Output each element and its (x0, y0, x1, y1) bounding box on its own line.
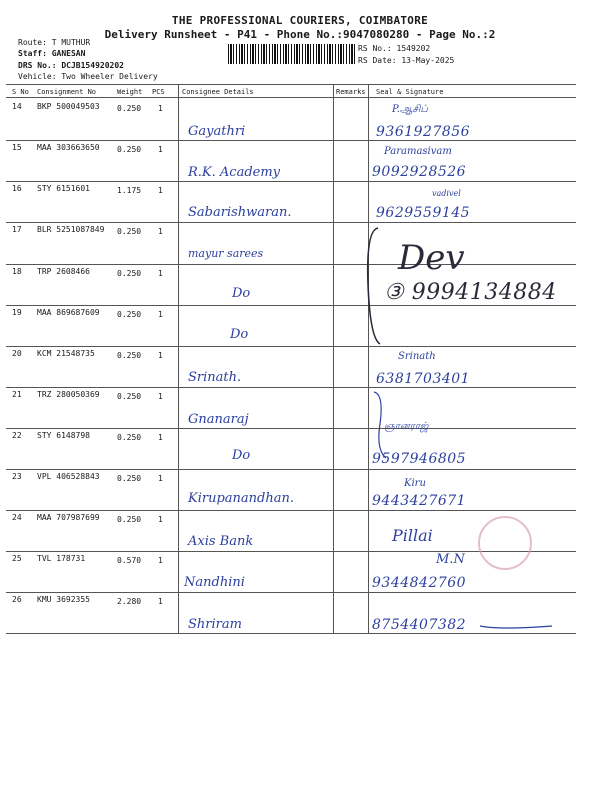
row-pcs: 1 (158, 597, 163, 606)
row-weight: 0.250 (117, 351, 142, 360)
row-pcs: 1 (158, 145, 163, 154)
row-signature: vadivel (432, 189, 461, 198)
row-consignment: TRP 2608466 (37, 267, 90, 276)
signature-stroke (480, 626, 552, 628)
bracket-mark (374, 392, 386, 458)
row-consignee: Nandhini (184, 575, 245, 590)
row-phone: 9597946805 (372, 451, 467, 467)
row-phone: 6381703401 (376, 371, 471, 387)
row-sno: 15 (12, 143, 22, 152)
row-consignment: KMU 3692355 (37, 595, 90, 604)
row-weight: 2.280 (117, 597, 142, 606)
rs-number: RS No.: 1549202 (358, 44, 431, 53)
row-phone: 9443427671 (372, 493, 467, 509)
col-header-signature: Seal & Signature (376, 88, 444, 96)
row-weight: 0.250 (117, 104, 142, 113)
vehicle-label: Vehicle: Two Wheeler Delivery (18, 72, 158, 81)
row-signature: P.ஆசிப் (392, 104, 428, 115)
row-consignee: Sabarishwaran. (188, 205, 292, 220)
row-consignment: MAA 707987699 (37, 513, 100, 522)
row-phone: ③ 9994134884 (384, 280, 557, 305)
row-sno: 20 (12, 349, 22, 358)
row-pcs: 1 (158, 433, 163, 442)
row-signature: Dev (398, 238, 465, 278)
row-signature: Paramasivam (384, 146, 452, 157)
row-weight: 0.250 (117, 269, 142, 278)
rs-date: RS Date: 13-May-2025 (358, 56, 455, 65)
row-consignee: R.K. Academy (188, 165, 281, 180)
row-pcs: 1 (158, 474, 163, 483)
row-consignment: MAA 869687609 (37, 308, 100, 317)
row-sno: 18 (12, 267, 22, 276)
row-consignee: Gnanaraj (188, 412, 249, 427)
row-pcs: 1 (158, 392, 163, 401)
row-consignment: BLR 5251087849 (37, 225, 105, 234)
row-weight: 1.175 (117, 186, 142, 195)
drs-number: DRS No.: DCJB154920202 (18, 61, 124, 70)
col-header-consignment: Consignment No (37, 88, 97, 96)
row-consignee: Do (232, 286, 251, 301)
row-sno: 24 (12, 513, 22, 522)
row-pcs: 1 (158, 351, 163, 360)
row-phone: 9629559145 (376, 205, 471, 221)
row-weight: 0.250 (117, 227, 142, 236)
row-sno: 22 (12, 431, 22, 440)
row-sno: 25 (12, 554, 22, 563)
row-consignment: STY 6148798 (37, 431, 90, 440)
bracket-mark (368, 228, 380, 344)
row-consignee: Kirupanandhan. (188, 491, 294, 506)
col-header-sno: S No (12, 88, 29, 96)
row-consignment: VPL 406528843 (37, 472, 100, 481)
row-consignee: Do (232, 448, 251, 463)
row-consignee: Srinath. (188, 370, 242, 385)
row-consignment: MAA 303663650 (37, 143, 100, 152)
row-pcs: 1 (158, 269, 163, 278)
row-consignment: KCM 21548735 (37, 349, 95, 358)
row-pcs: 1 (158, 515, 163, 524)
col-header-consignee: Consignee Details (182, 88, 254, 96)
row-pcs: 1 (158, 227, 163, 236)
row-consignment: BKP 500049503 (37, 102, 100, 111)
row-weight: 0.250 (117, 392, 142, 401)
row-pcs: 1 (158, 310, 163, 319)
row-sno: 19 (12, 308, 22, 317)
row-signature: Srinath (398, 351, 436, 362)
row-sno: 21 (12, 390, 22, 399)
row-signature: Kiru (404, 478, 426, 489)
staff-label: Staff: GANESAN (18, 49, 86, 58)
row-sno: 17 (12, 225, 22, 234)
row-consignee: mayur sarees (188, 247, 264, 260)
row-weight: 0.250 (117, 515, 142, 524)
route-label: Route: T MUTHUR (18, 38, 91, 47)
row-weight: 0.250 (117, 145, 142, 154)
row-sno: 14 (12, 102, 22, 111)
row-weight: 0.250 (117, 433, 142, 442)
row-consignee: Shriram (188, 617, 242, 632)
col-header-pcs: PCS (152, 88, 165, 96)
company-title: THE PROFESSIONAL COURIERS, COIMBATORE (171, 14, 429, 27)
row-pcs: 1 (158, 186, 163, 195)
row-phone: 9092928526 (372, 164, 467, 180)
row-phone: 9344842760 (372, 575, 467, 591)
row-consignment: STY 6151601 (37, 184, 90, 193)
row-consignment: TRZ 280050369 (37, 390, 100, 399)
runsheet-subtitle: Delivery Runsheet - P41 - Phone No.:9047080280 - Page No.:2 (104, 28, 496, 41)
row-sno: 16 (12, 184, 22, 193)
row-signature: ஞானராஜ் (384, 421, 429, 432)
row-consignment: TVL 178731 (37, 554, 86, 563)
row-signature: Pillai (392, 526, 433, 545)
row-consignee: Gayathri (188, 124, 246, 139)
row-sno: 26 (12, 595, 22, 604)
row-weight: 0.250 (117, 474, 142, 483)
row-pcs: 1 (158, 556, 163, 565)
row-consignee: Axis Bank (188, 534, 254, 549)
row-signature: M.N (436, 552, 465, 567)
row-weight: 0.250 (117, 310, 142, 319)
row-sno: 23 (12, 472, 22, 481)
col-header-remarks: Remarks (336, 88, 366, 96)
row-phone: 9361927856 (376, 124, 471, 140)
row-phone: 8754407382 (372, 617, 467, 633)
col-header-weight: Weight (117, 88, 143, 96)
row-weight: 0.570 (117, 556, 142, 565)
row-consignee: Do (230, 327, 249, 342)
row-pcs: 1 (158, 104, 163, 113)
